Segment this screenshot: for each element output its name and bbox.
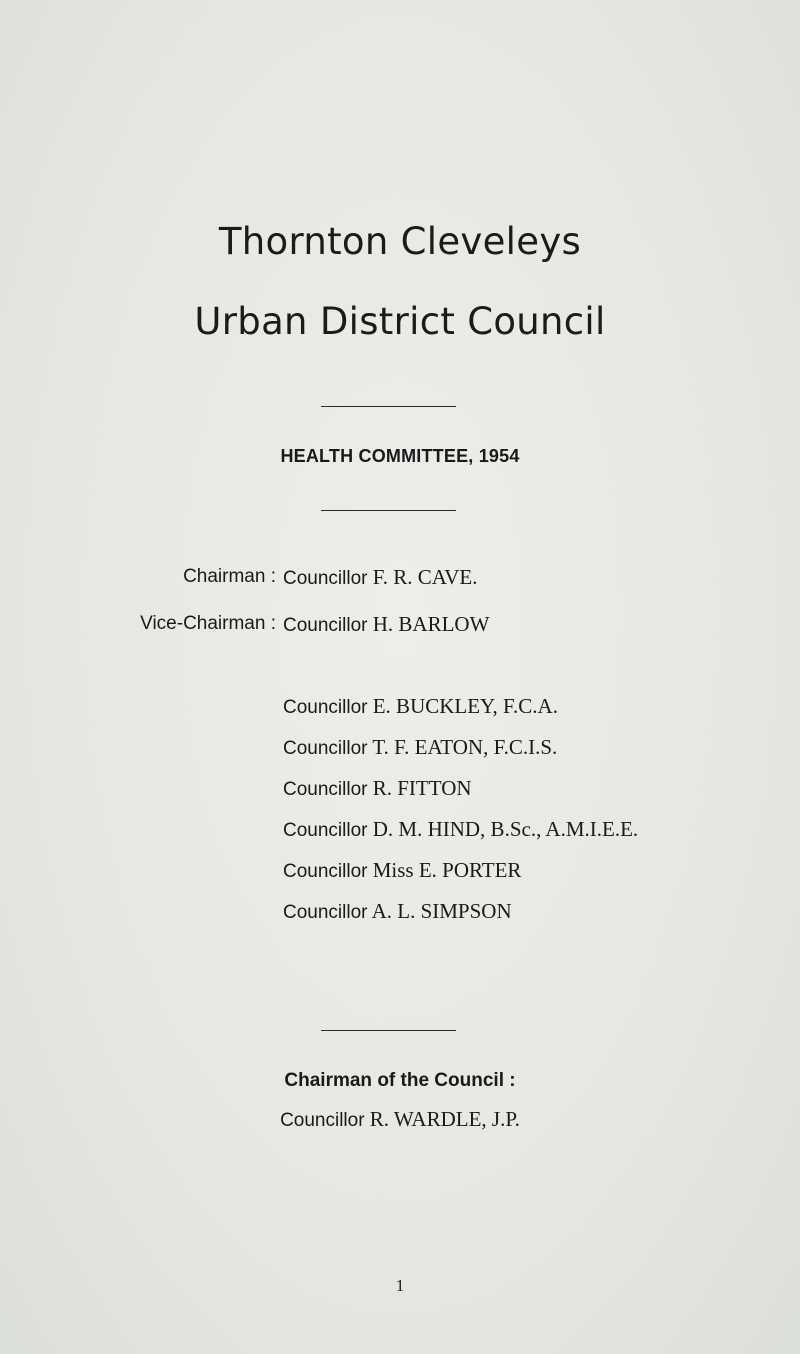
- member-row: [283, 817, 638, 842]
- council-title-line-1: Thornton Cleveleys: [218, 220, 582, 263]
- council-title-line-2: Urban District Council: [194, 300, 606, 343]
- divider-rule-bottom: [321, 1030, 456, 1031]
- member-name: E. BUCKLEY, F.C.A.: [372, 694, 558, 718]
- officer-name: F. R. CAVE.: [372, 565, 478, 589]
- member-prefix: Councillor: [283, 779, 368, 800]
- council-chairman: [0, 1107, 800, 1132]
- officer-prefix: Councillor: [283, 568, 368, 589]
- officer-name: H. BARLOW: [372, 612, 490, 636]
- committee-heading: HEALTH COMMITTEE, 1954: [280, 446, 520, 466]
- member-row: [283, 735, 557, 760]
- officer-role-vice-chairman: Vice-Chairman :: [140, 613, 276, 634]
- member-prefix: Councillor: [283, 697, 368, 718]
- member-name: D. M. HIND, B.Sc., A.M.I.E.E.: [372, 817, 639, 841]
- member-row: [283, 858, 521, 883]
- officer-name-chairman: [283, 565, 477, 590]
- council-chairman-heading: Chairman of the Council :: [284, 1070, 516, 1091]
- divider-rule-middle: [321, 510, 456, 511]
- officer-role-chairman: Chairman :: [183, 566, 276, 587]
- member-name: T. F. EATON, F.C.I.S.: [372, 735, 558, 759]
- divider-rule-top: [321, 406, 456, 407]
- member-row: [283, 694, 558, 719]
- council-chairman-name: R. WARDLE, J.P.: [369, 1107, 520, 1131]
- member-prefix: Councillor: [283, 861, 368, 882]
- member-prefix: Councillor: [283, 820, 368, 841]
- member-prefix: Councillor: [283, 902, 368, 923]
- member-prefix: Councillor: [283, 738, 368, 759]
- council-chairman-prefix: Councillor: [280, 1110, 365, 1131]
- member-row: [283, 899, 512, 924]
- page-number: 1: [395, 1276, 405, 1295]
- officer-prefix: Councillor: [283, 615, 368, 636]
- member-name: R. FITTON: [372, 776, 472, 800]
- member-name: A. L. SIMPSON: [371, 899, 512, 923]
- member-name: Miss E. PORTER: [372, 858, 522, 882]
- member-row: [283, 776, 472, 801]
- officer-name-vice-chairman: [283, 612, 489, 637]
